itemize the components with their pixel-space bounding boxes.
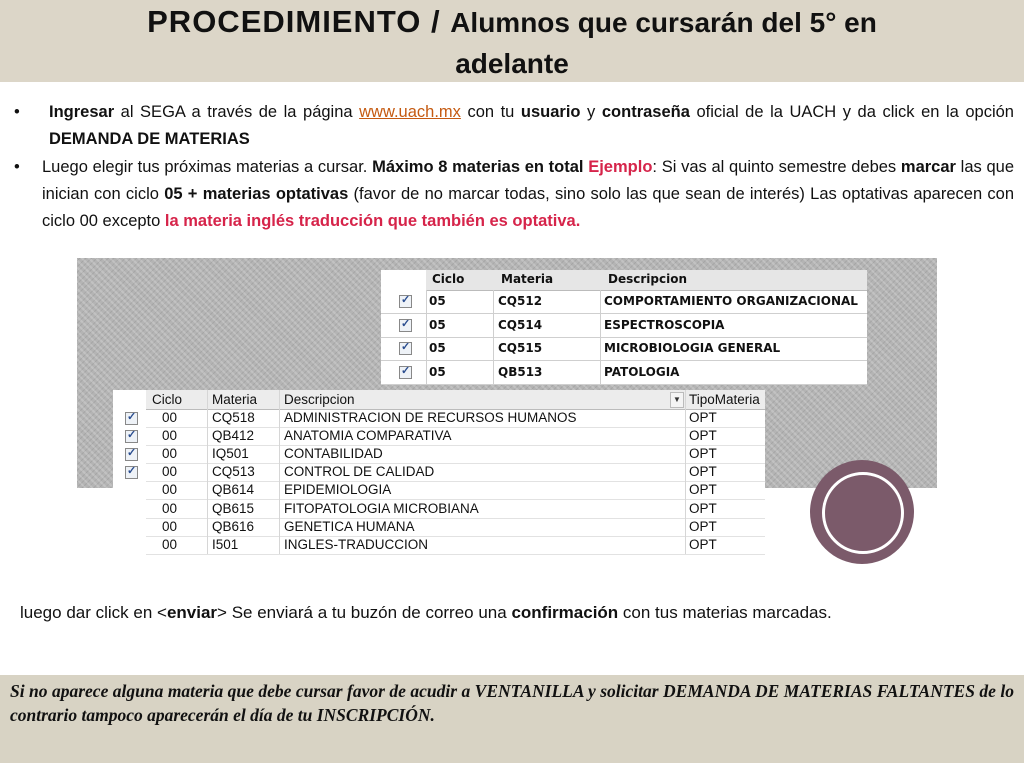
cell-descripcion: INGLES-TRADUCCION	[284, 536, 429, 552]
bullet-login	[14, 99, 1014, 155]
cell-descripcion: COMPORTAMIENTO ORGANIZACIONAL	[604, 294, 858, 308]
header-ciclo: Ciclo	[152, 392, 183, 407]
bullet-text-part: marcar	[900, 158, 956, 176]
row-checkbox[interactable]	[399, 366, 412, 379]
cell-ciclo: 00	[162, 518, 178, 534]
table-row	[146, 518, 765, 537]
bullet-symbol: •	[14, 103, 20, 121]
title-sub-line1: Alumnos que cursarán del 5° en	[450, 7, 877, 38]
row-checkbox[interactable]	[125, 430, 138, 443]
bullet-text-part: 05 + materias optativas	[164, 185, 349, 203]
bullet-text-part: Luego elegir tus próximas materias a cursar.	[42, 158, 373, 176]
cell-materia: QB615	[212, 500, 255, 516]
cell-tipo: OPT	[689, 464, 717, 480]
cell-tipo: OPT	[689, 518, 717, 534]
header-descripcion: Descripcion	[284, 392, 355, 407]
cell-materia: QB513	[498, 364, 543, 379]
send-text-3: > Se enviará a tu buzón de correo una	[217, 603, 512, 622]
header-ciclo: Ciclo	[432, 272, 465, 286]
bullet-text-part: : Si vas al quinto semestre debes	[652, 158, 901, 176]
send-text-confirmacion: confirmación	[511, 603, 619, 622]
cell-ciclo: 00	[162, 428, 178, 444]
cell-ciclo: 05	[429, 364, 446, 379]
cell-ciclo: 05	[429, 341, 446, 355]
row-checkbox[interactable]	[399, 319, 412, 332]
cell-materia: QB616	[212, 518, 255, 534]
table-ciclo-05	[381, 270, 867, 384]
table-row	[146, 427, 765, 446]
cell-descripcion: GENETICA HUMANA	[284, 518, 415, 534]
row-checkbox[interactable]	[125, 466, 138, 479]
bullet-text-part: (favor de no marcar todas, sino solo las que sean de interés) Las optativas aparecen con ciclo 00 excepto	[42, 185, 1014, 230]
bullet-text-part: y	[580, 103, 602, 121]
cell-ciclo: 00	[162, 410, 178, 425]
bullet-text-part: usuario	[520, 103, 581, 121]
bullet-text-part: Máximo 8 materias en total	[372, 158, 589, 176]
table-row	[146, 463, 765, 482]
table-row	[381, 314, 867, 338]
cell-ciclo: 05	[429, 294, 446, 308]
title-sub-line2: adelante	[455, 48, 569, 79]
table-row	[146, 481, 765, 500]
cell-materia: CQ513	[212, 464, 255, 480]
table-row	[146, 409, 765, 428]
table-row	[381, 290, 867, 314]
footer-notice-text: Si no aparece alguna materia que debe cursar favor de acudir a VENTANILLA y solicitar DEMANDA DE MATERIAS FALTANTES de lo contrario tampoco aparecerán el día de tu INSCRIPCIÓN.	[10, 681, 1014, 725]
bullet-login-text	[49, 99, 1014, 153]
table-row	[381, 361, 867, 385]
cell-descripcion: EPIDEMIOLOGIA	[284, 482, 392, 498]
cell-ciclo: 00	[162, 482, 178, 498]
cell-tipo: OPT	[689, 428, 717, 444]
uach-link[interactable]: www.uach.mx	[359, 103, 461, 121]
title-main: PROCEDIMIENTO /	[147, 4, 451, 39]
header-materia: Materia	[501, 272, 554, 286]
header-tipomateria: TipoMateria	[689, 392, 760, 407]
cell-ciclo: 05	[429, 317, 446, 332]
cell-materia: I501	[212, 536, 239, 552]
row-checkbox[interactable]	[399, 342, 412, 355]
table-row	[146, 445, 765, 464]
cell-descripcion: ANATOMIA COMPARATIVA	[284, 428, 452, 444]
cell-materia: IQ501	[212, 446, 249, 462]
cell-descripcion: CONTROL DE CALIDAD	[284, 464, 435, 480]
header-descripcion: Descripcion	[608, 272, 687, 286]
bullet-text-part: con tu	[460, 103, 521, 121]
cell-ciclo: 00	[162, 536, 178, 552]
cell-materia: CQ518	[212, 410, 255, 425]
send-text-1: luego dar click en <	[20, 603, 167, 622]
bullet-text-part: la materia inglés traducción que también es optativa.	[164, 212, 581, 230]
cell-materia: CQ514	[498, 317, 543, 332]
table-row	[146, 500, 765, 519]
row-checkbox[interactable]	[399, 295, 412, 308]
table-header	[426, 270, 867, 291]
cell-tipo: OPT	[689, 482, 717, 498]
bullet-symbol: •	[14, 158, 20, 176]
decorative-circle-icon	[810, 460, 914, 564]
table-row	[381, 337, 867, 361]
cell-materia: QB412	[212, 428, 255, 444]
cell-descripcion: ESPECTROSCOPIA	[604, 317, 725, 332]
cell-descripcion: PATOLOGIA	[604, 364, 680, 379]
bullet-text-part: contraseña	[601, 103, 690, 121]
cell-tipo: OPT	[689, 410, 717, 425]
row-checkbox[interactable]	[125, 448, 138, 461]
send-instruction	[20, 601, 1020, 625]
cell-ciclo: 00	[162, 446, 178, 462]
send-text-5: con tus materias marcadas.	[618, 603, 832, 622]
cell-tipo: OPT	[689, 500, 717, 516]
cell-ciclo: 00	[162, 500, 178, 516]
send-text-enviar: enviar	[166, 603, 218, 622]
table-row	[146, 536, 765, 555]
bullet-text-part: al SEGA a través de la página	[114, 103, 360, 121]
table-optativas	[113, 390, 765, 554]
cell-descripcion: FITOPATOLOGIA MICROBIANA	[284, 500, 479, 516]
cell-descripcion: ADMINISTRACION DE RECURSOS HUMANOS	[284, 410, 577, 425]
table-header	[146, 390, 765, 410]
cell-tipo: OPT	[689, 536, 717, 552]
bullet-select	[14, 154, 1014, 264]
bullet-text-part: Ingresar	[49, 103, 115, 121]
filter-dropdown-icon[interactable]: ▼	[670, 392, 684, 408]
bullet-text-part: oficial de la UACH y da click en la opción	[689, 103, 1014, 121]
cell-tipo: OPT	[689, 446, 717, 462]
cell-descripcion: CONTABILIDAD	[284, 446, 383, 462]
cell-materia: CQ512	[498, 294, 543, 308]
row-checkbox[interactable]	[125, 412, 138, 425]
bullet-text-part: DEMANDA DE MATERIAS	[49, 130, 250, 148]
header-materia: Materia	[212, 392, 258, 407]
cell-materia: CQ515	[498, 341, 543, 355]
bullet-text-part: las que inician con ciclo	[42, 158, 1014, 203]
cell-materia: QB614	[212, 482, 255, 498]
bullet-text-part: Ejemplo	[588, 158, 653, 176]
bullet-select-text	[42, 154, 1014, 235]
cell-descripcion: MICROBIOLOGIA GENERAL	[604, 341, 781, 355]
cell-ciclo: 00	[162, 464, 178, 480]
page-title	[0, 4, 1024, 82]
